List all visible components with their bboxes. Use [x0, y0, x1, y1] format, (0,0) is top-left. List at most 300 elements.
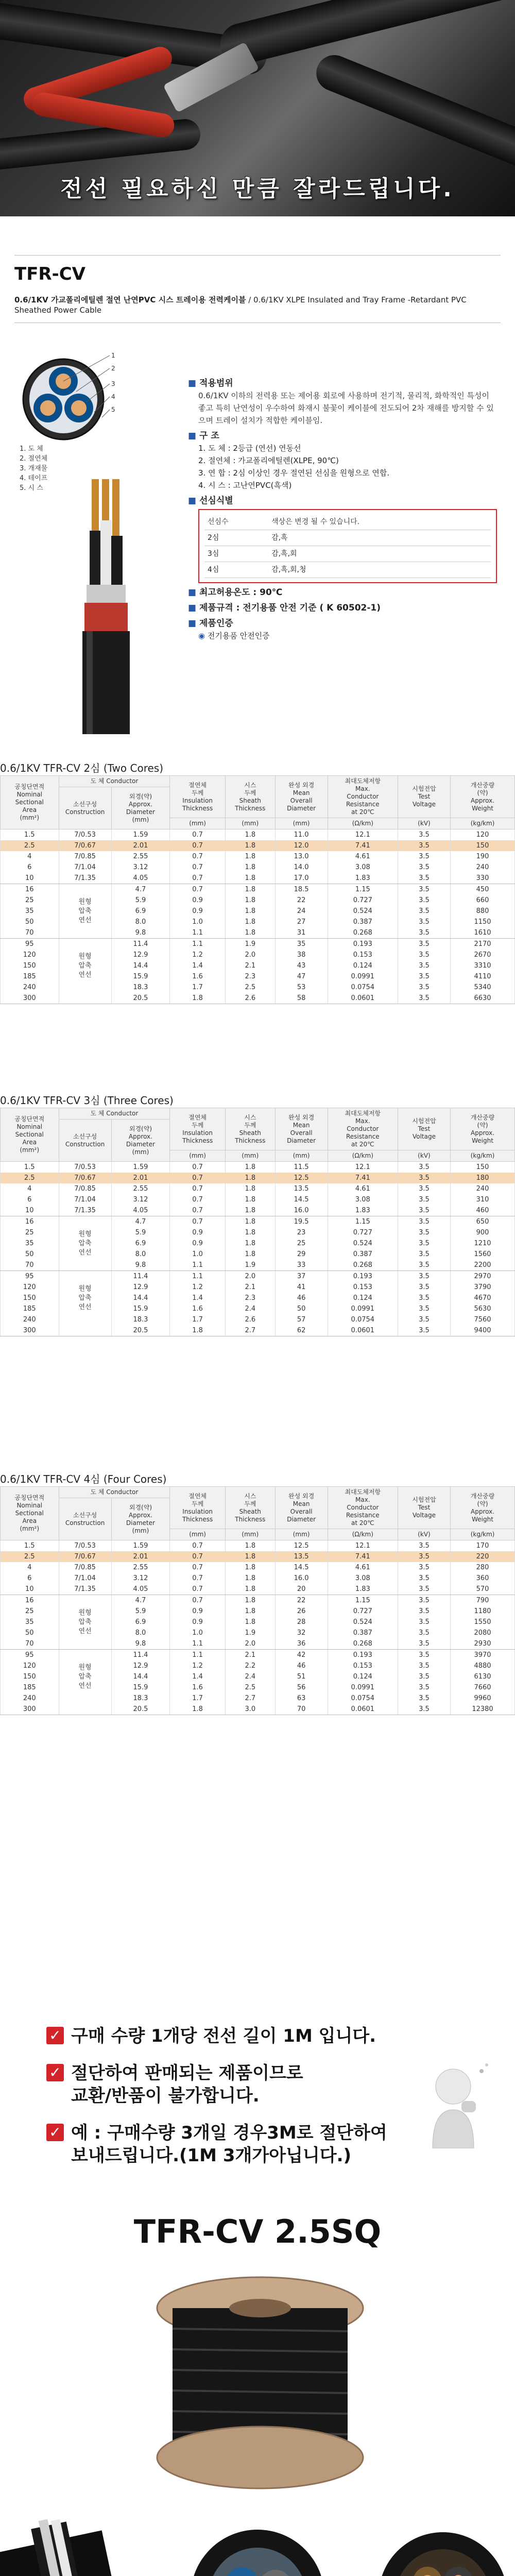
table-cell: 70 [275, 1704, 328, 1715]
table-cell: 1.0 [170, 917, 226, 927]
table-cell: 0.268 [328, 1260, 398, 1271]
table-cell: 11.0 [275, 829, 328, 841]
table-cell: 3.5 [398, 1249, 450, 1260]
subtitle-ko: 0.6/1KV 가교폴리에틸렌 절연 난연PVC 시스 트레이용 전력케이블 [14, 295, 246, 304]
table-cell: 1.83 [328, 1205, 398, 1216]
table-cell: 8.0 [111, 917, 170, 927]
table-cell: 1.83 [328, 873, 398, 884]
header-unit: (kV) [398, 1529, 450, 1540]
table-cell: 11.4 [111, 939, 170, 950]
table-cell: 450 [451, 884, 515, 895]
table-cell: 1.1 [170, 939, 226, 950]
table-cell: 16 [1, 884, 59, 895]
table-cell: 1.8 [170, 1325, 226, 1336]
table-row [1, 939, 515, 950]
table-cell: 35 [275, 939, 328, 950]
header-conductor: 도 체 Conductor [59, 1487, 170, 1498]
table-cell: 3.5 [398, 1162, 450, 1173]
table-cell: 2.01 [111, 840, 170, 851]
diagram-number: 4 [111, 393, 115, 400]
table-cell: 1.8 [226, 840, 275, 851]
table-cell: 300 [1, 1704, 59, 1715]
table-cell: 0.268 [328, 927, 398, 939]
table-cell: 310 [451, 1194, 515, 1205]
table-cell: 120 [1, 1282, 59, 1293]
table-cell: 3.5 [398, 1194, 450, 1205]
table-cell: 3.5 [398, 1325, 450, 1336]
cable-spool-image [152, 2272, 368, 2499]
header-unit: (Ω/km) [328, 1150, 398, 1162]
table-cell: 2.2 [226, 1660, 275, 1671]
usage-body: 0.6/1KV 이하의 전력용 또는 제어용 회로에 사용하며 전기적, 물리적, 화학적인 특성이 좋고 특히 난연성이 우수하여 화재시 불꽃이 케이블에 전도되어 2차 재해를 방지할 수 있으며 트레이 설치가 적합한 케이블임. [198, 391, 494, 425]
table-cell: 150 [1, 960, 59, 971]
core-color-header: 색상은 변경 될 수 있습니다. [268, 514, 491, 530]
core-count: 2심 [204, 530, 268, 546]
table-cell: 20.5 [111, 1325, 170, 1336]
table-cell: 12.9 [111, 950, 170, 960]
table-cell: 3.08 [328, 1194, 398, 1205]
table-cell: 330 [451, 873, 515, 884]
table-cell: 0.0991 [328, 1682, 398, 1693]
table-cell: 1.8 [226, 1216, 275, 1228]
check-icon: ✓ [46, 2064, 64, 2081]
table-cell [59, 993, 111, 1004]
table-cell: 3.12 [111, 1194, 170, 1205]
table-cell: 5.9 [111, 1606, 170, 1617]
table-row [1, 1194, 515, 1205]
hero-caption: 전선 필요하신 만큼 잘라드립니다. [60, 176, 455, 202]
table-cell: 3.5 [398, 1660, 450, 1671]
table-cell: 1.15 [328, 884, 398, 895]
check-icon: ✓ [46, 2124, 64, 2141]
header-voltage: 시험전압 Test Voltage [398, 1108, 450, 1150]
table-cell: 0.524 [328, 1238, 398, 1249]
header-insulation: 절연체 두께 Insulation Thickness [170, 1108, 226, 1150]
table-cell: 2.6 [226, 1314, 275, 1325]
table-cell: 7/1.35 [59, 873, 111, 884]
spec-table [0, 1486, 515, 1715]
table-cell: 1.8 [226, 917, 275, 927]
table-cell: 0.7 [170, 873, 226, 884]
table-cell: 50 [1, 1628, 59, 1638]
table-cell: 2670 [451, 950, 515, 960]
table-cell: 1550 [451, 1617, 515, 1628]
table-cell: 3.5 [398, 1693, 450, 1704]
table-cell: 95 [1, 1271, 59, 1282]
table-cell: 15.9 [111, 1303, 170, 1314]
table-cell: 1.8 [226, 1584, 275, 1595]
table-cell: 150 [451, 840, 515, 851]
table-cell: 3.12 [111, 1573, 170, 1584]
table-cell: 3.12 [111, 862, 170, 873]
table-cell: 20 [275, 1584, 328, 1595]
table-cell: 70 [1, 927, 59, 939]
table-cell: 3.5 [398, 950, 450, 960]
table-cell: 0.0991 [328, 1303, 398, 1314]
table-cell: 37 [275, 1271, 328, 1282]
table-cell: 24 [275, 906, 328, 917]
table-cell: 22 [275, 895, 328, 906]
table-cell [59, 1325, 111, 1336]
table-cell: 0.0991 [328, 971, 398, 982]
table-cell: 6.9 [111, 1238, 170, 1249]
table-cell: 11.4 [111, 1650, 170, 1661]
table-cell: 12380 [451, 1704, 515, 1715]
table-cell: 1.5 [1, 829, 59, 841]
table-cell: 7.41 [328, 840, 398, 851]
header-unit: (mm) [170, 818, 226, 829]
table-cell: 0.7 [170, 1584, 226, 1595]
table-cell: 0.193 [328, 939, 398, 950]
table-cell: 7560 [451, 1314, 515, 1325]
table-cell: 18.3 [111, 1314, 170, 1325]
table-cell: 0.7 [170, 1551, 226, 1562]
header-construction: 소선구성 Construction [59, 1498, 111, 1540]
table-cell: 36 [275, 1638, 328, 1650]
table-cell: 0.9 [170, 1617, 226, 1628]
table-cell: 12.1 [328, 1162, 398, 1173]
table-cell: 0.0754 [328, 1314, 398, 1325]
table-cell: 1.8 [226, 1205, 275, 1216]
table-row [1, 1650, 515, 1661]
table-cell: 4.05 [111, 873, 170, 884]
header-voltage: 시험전압 Test Voltage [398, 776, 450, 818]
header-unit: (mm) [170, 1150, 226, 1162]
diagram-number: 5 [111, 406, 115, 413]
table-cell: 240 [451, 1183, 515, 1194]
note-item [46, 2025, 494, 2047]
table-cell: 16 [1, 1595, 59, 1606]
header-unit: (kV) [398, 818, 450, 829]
table-cell: 2.1 [226, 1650, 275, 1661]
header-unit: (mm) [170, 1529, 226, 1540]
table-cell: 9.8 [111, 1638, 170, 1650]
table-cell: 0.193 [328, 1650, 398, 1661]
table-cell: 1.8 [226, 1540, 275, 1552]
subtitle-en: / 0.6/1KV XLPE Insulated and Tray Frame -Retardant PVC Sheathed Power Cable [14, 295, 467, 315]
table-cell: 95 [1, 939, 59, 950]
table-cell: 7/0.53 [59, 1540, 111, 1552]
cable-3c-image [191, 2530, 324, 2576]
header-weight: 개산중량 (약) Approx. Weight [451, 1487, 515, 1529]
table-cell: 63 [275, 1693, 328, 1704]
table-cell: 9.8 [111, 927, 170, 939]
table-cell: 4.61 [328, 1183, 398, 1194]
table-cell: 2.0 [226, 1271, 275, 1282]
structure-item: 4. 시 스 : 고난연PVC(흑색) [198, 481, 292, 490]
table-cell: 2.3 [226, 971, 275, 982]
standard: ■ 제품규격 : 전기용품 안전 기준 ( K 60502-1) [188, 602, 497, 614]
table-caption-4c: 0.6/1KV TFR-CV 4심 (Four Cores) [0, 1473, 167, 1485]
table-cell: 2930 [451, 1638, 515, 1650]
table-cell: 1.7 [170, 1693, 226, 1704]
product-title: TFR-CV [14, 264, 85, 284]
table-cell: 1.15 [328, 1216, 398, 1228]
table-cell: 20.5 [111, 993, 170, 1004]
table-cell: 4 [1, 1183, 59, 1194]
table-cell: 0.0601 [328, 993, 398, 1004]
table-cell: 7.41 [328, 1551, 398, 1562]
table-cell: 0.387 [328, 1628, 398, 1638]
table-cell: 7/0.85 [59, 851, 111, 862]
table-row [1, 862, 515, 873]
product-info [188, 374, 497, 642]
table-cell: 185 [1, 1303, 59, 1314]
table-cell: 9960 [451, 1693, 515, 1704]
table-cell: 3.08 [328, 1573, 398, 1584]
table-cell: 1.7 [170, 982, 226, 993]
table-cell: 3.5 [398, 840, 450, 851]
table-row [1, 829, 515, 841]
table-cell: 12.0 [275, 840, 328, 851]
table-cell: 3310 [451, 960, 515, 971]
table-cell: 0.124 [328, 960, 398, 971]
table-cell: 300 [1, 1325, 59, 1336]
table-cell: 1.2 [170, 1282, 226, 1293]
core-photos [0, 2519, 515, 2576]
table-cell: 1.8 [226, 1617, 275, 1628]
table-cell: 1.1 [170, 1260, 226, 1271]
header-area: 공칭단면적 Nominal Sectional Area (mm²) [1, 776, 59, 829]
certification-item [188, 630, 497, 642]
table-cell: 3.5 [398, 1314, 450, 1325]
table-row [1, 851, 515, 862]
header-unit: (kg/km) [451, 1150, 515, 1162]
spec-table [0, 1108, 515, 1336]
table-cell: 240 [1, 1693, 59, 1704]
table-cell: 280 [451, 1562, 515, 1573]
table-cell: 3.5 [398, 1704, 450, 1715]
table-cell: 790 [451, 1595, 515, 1606]
table-cell: 5.9 [111, 895, 170, 906]
table-cell: 62 [275, 1325, 328, 1336]
table-cell: 12.5 [275, 1540, 328, 1552]
diagram-number: 2 [111, 365, 115, 372]
table-cell: 13.0 [275, 851, 328, 862]
table-cell: 170 [451, 1540, 515, 1552]
table-cell: 185 [1, 971, 59, 982]
table-cell: 3.5 [398, 1173, 450, 1183]
table-cell: 16 [1, 1216, 59, 1228]
table-cell: 1.59 [111, 1162, 170, 1173]
table-row [1, 840, 515, 851]
table-cell: 15.9 [111, 1682, 170, 1693]
table-row [1, 1173, 515, 1183]
table-cell: 원형 압축 연선 [59, 884, 111, 939]
table-cell: 150 [1, 1671, 59, 1682]
core-colors: 감,흑 [268, 530, 491, 546]
table-cell: 2.1 [226, 960, 275, 971]
table-cell: 원형 압축 연선 [59, 1595, 111, 1650]
table-cell: 50 [1, 1249, 59, 1260]
table-cell: 원형 압축 연선 [59, 1271, 111, 1326]
table-cell: 0.0601 [328, 1325, 398, 1336]
table-cell: 10 [1, 873, 59, 884]
table-cell: 1.8 [226, 1562, 275, 1573]
table-cell: 1610 [451, 927, 515, 939]
table-cell: 2.5 [226, 1682, 275, 1693]
table-cell: 0.9 [170, 895, 226, 906]
table-cell: 2.4 [226, 1303, 275, 1314]
table-cell: 6130 [451, 1671, 515, 1682]
table-cell: 19.5 [275, 1216, 328, 1228]
table-cell: 1.1 [170, 927, 226, 939]
table-row [1, 1595, 515, 1606]
table-cell: 3.5 [398, 1205, 450, 1216]
table-cell: 3.5 [398, 1628, 450, 1638]
table-cell: 3.5 [398, 1617, 450, 1628]
table-cell: 660 [451, 895, 515, 906]
table-cell: 1.6 [170, 1682, 226, 1693]
table-cell: 1.8 [226, 1606, 275, 1617]
diagram-number: 3 [111, 380, 115, 387]
table-cell: 1.4 [170, 1293, 226, 1303]
table-cell: 1.59 [111, 1540, 170, 1552]
header-construction: 소선구성 Construction [59, 787, 111, 829]
table-cell: 3.5 [398, 1183, 450, 1194]
table-cell: 0.7 [170, 851, 226, 862]
table-cell: 0.0601 [328, 1704, 398, 1715]
table-cell: 53 [275, 982, 328, 993]
table-caption-2c: 0.6/1KV TFR-CV 2심 (Two Cores) [0, 762, 164, 774]
table-cell: 0.7 [170, 1173, 226, 1183]
table-cell: 3.5 [398, 1650, 450, 1661]
table-cell: 0.0754 [328, 1693, 398, 1704]
color-heading: ■ 선심식별 [188, 495, 497, 507]
table-cell: 3.5 [398, 1606, 450, 1617]
table-cell: 3790 [451, 1282, 515, 1293]
table-cell: 0.7 [170, 840, 226, 851]
table-cell: 2200 [451, 1260, 515, 1271]
table-cell: 0.7 [170, 1183, 226, 1194]
table-cell: 3.5 [398, 960, 450, 971]
table-row [1, 1216, 515, 1228]
table-cell: 23 [275, 1227, 328, 1238]
core-color-header: 선심수 [204, 514, 268, 530]
table-cell: 4 [1, 851, 59, 862]
table-cell: 25 [1, 1606, 59, 1617]
table-cell: 2.6 [226, 993, 275, 1004]
table-cell: 2.4 [226, 1671, 275, 1682]
table-row [1, 873, 515, 884]
header-unit: (kg/km) [451, 1529, 515, 1540]
table-cell: 6.9 [111, 906, 170, 917]
table-cell: 1.6 [170, 1303, 226, 1314]
table-cell: 6630 [451, 993, 515, 1004]
header-unit: (mm) [226, 1150, 275, 1162]
table-cell: 41 [275, 1282, 328, 1293]
table-cell: 3.5 [398, 895, 450, 906]
table-cell: 3.5 [398, 971, 450, 982]
thinking-person-icon [412, 2061, 494, 2148]
table-cell: 0.7 [170, 829, 226, 841]
table-cell: 2080 [451, 1628, 515, 1638]
table-cell: 7.41 [328, 1173, 398, 1183]
table-cell: 3.5 [398, 1238, 450, 1249]
table-cell: 5.9 [111, 1227, 170, 1238]
table-cell: 2.3 [226, 1293, 275, 1303]
table-cell: 1.5 [1, 1540, 59, 1552]
table-cell: 7/0.67 [59, 1173, 111, 1183]
header-overall: 완성 외경 Mean Overall Diameter [275, 776, 328, 818]
table-cell: 3.5 [398, 1595, 450, 1606]
header-insulation: 절연체 두께 Insulation Thickness [170, 1487, 226, 1529]
table-cell: 1.8 [226, 829, 275, 841]
table-cell: 33 [275, 1260, 328, 1271]
table-cell: 3.5 [398, 1282, 450, 1293]
table-cell: 1.8 [226, 1194, 275, 1205]
table-row [1, 1584, 515, 1595]
table-cell: 0.268 [328, 1638, 398, 1650]
table-cell: 57 [275, 1314, 328, 1325]
table-cell: 0.727 [328, 895, 398, 906]
table-cell: 1.8 [226, 862, 275, 873]
table-cell: 35 [1, 1238, 59, 1249]
table-cell: 0.153 [328, 1660, 398, 1671]
table-cell: 3.5 [398, 862, 450, 873]
table-cell: 1.1 [170, 1271, 226, 1282]
table-cell: 3.5 [398, 1584, 450, 1595]
spec-table [0, 775, 515, 1004]
table-cell: 1.5 [1, 1162, 59, 1173]
diagram-label: 1. 도 체 [20, 445, 43, 453]
table-cell: 4.7 [111, 1216, 170, 1228]
header-diameter: 외경(약) Approx. Diameter (mm) [111, 787, 170, 829]
table-cell: 12.1 [328, 1540, 398, 1552]
table-cell: 1.8 [226, 1551, 275, 1562]
header-unit: (mm) [275, 1529, 328, 1540]
table-cell: 185 [1, 1682, 59, 1693]
table-cell: 14.4 [111, 1671, 170, 1682]
table-cell: 2.5 [1, 1173, 59, 1183]
header-resistance: 최대도체저항 Max. Conductor Resistance at 20℃ [328, 776, 398, 818]
diagram-label: 5. 시 스 [20, 484, 43, 492]
table-cell: 5340 [451, 982, 515, 993]
header-unit: (kV) [398, 1150, 450, 1162]
table-cell: 0.9 [170, 1606, 226, 1617]
table-caption-3c: 0.6/1KV TFR-CV 3심 (Three Cores) [0, 1094, 174, 1107]
table-cell: 1.8 [226, 1183, 275, 1194]
table-cell: 0.153 [328, 950, 398, 960]
table-row [1, 993, 515, 1004]
cable-2c-image [0, 2519, 153, 2576]
table-cell: 4.7 [111, 884, 170, 895]
header-area: 공칭단면적 Nominal Sectional Area (mm²) [1, 1108, 59, 1162]
table-cell: 1.7 [170, 1314, 226, 1325]
table-cell: 2.55 [111, 851, 170, 862]
table-cell: 3.0 [226, 1704, 275, 1715]
table-cell: 18.3 [111, 1693, 170, 1704]
table-cell: 0.193 [328, 1271, 398, 1282]
table-row [1, 1704, 515, 1715]
table-cell: 25 [1, 895, 59, 906]
table-cell: 120 [451, 829, 515, 841]
table-cell: 2.01 [111, 1551, 170, 1562]
table-cell: 2170 [451, 939, 515, 950]
table-row [1, 1551, 515, 1562]
table-cell: 1.83 [328, 1584, 398, 1595]
table-cell: 12.5 [275, 1173, 328, 1183]
table-cell: 4670 [451, 1293, 515, 1303]
certification-heading: ■ 제품인증 [188, 617, 497, 630]
table-cell: 3.5 [398, 1638, 450, 1650]
table-cell: 0.9 [170, 1227, 226, 1238]
table-cell: 1.6 [170, 971, 226, 982]
table-cell: 11.5 [275, 1162, 328, 1173]
table-cell: 17.0 [275, 873, 328, 884]
table-row [1, 1562, 515, 1573]
table-cell: 3.5 [398, 884, 450, 895]
